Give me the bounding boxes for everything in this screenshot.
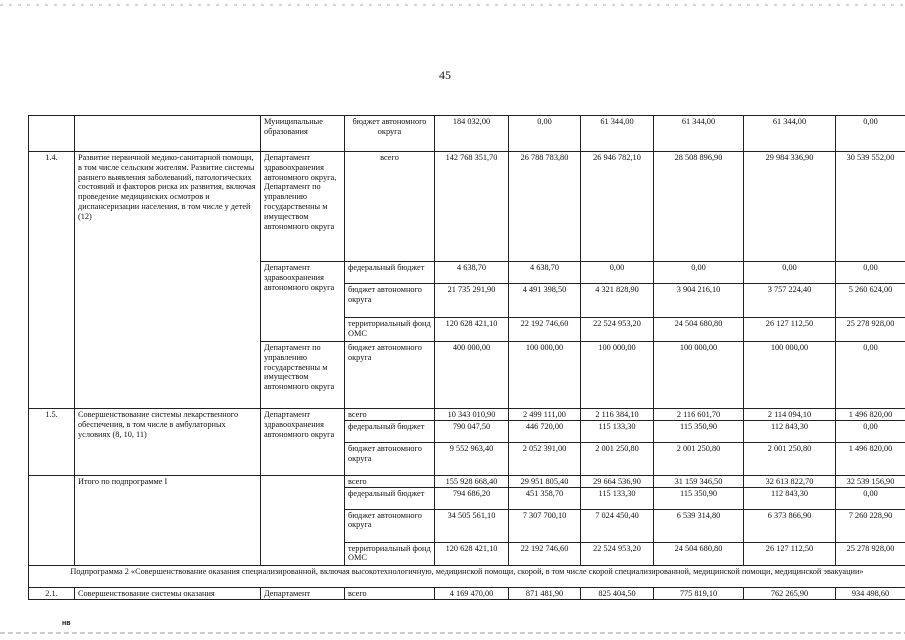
- cell-value: 2 499 111,00: [509, 409, 581, 421]
- cell-executor: Департамент здравоохранения автономного округа, Департамент по управлению государственны м имуществом автономного округа: [261, 152, 345, 262]
- cell-executor: [261, 475, 345, 565]
- cell-value: 30 539 552,00: [836, 152, 905, 262]
- cell-value: 29 984 336,90: [744, 152, 836, 262]
- cell-name: Совершенствование системы лекарственного обеспечения, в том числе в амбулаторных условиях (8, 10, 11): [75, 409, 261, 476]
- cell-value: 0,00: [836, 342, 905, 409]
- table-row: [29, 587, 905, 599]
- cell-value: 29 951 805,40: [509, 475, 581, 487]
- cell-executor: Департамент: [261, 587, 345, 599]
- cell-no: 2.1.: [29, 587, 75, 599]
- cell-value: 0,00: [581, 262, 654, 284]
- subprogram-heading: Подпрограмма 2 «Совершенствование оказания специализированной, включая высокотехнологичную, медицинской помощи, скорой, в том числе скорой специализированной, медицинской помощи, медицинской эвакуации»: [29, 565, 905, 587]
- table-row: [29, 409, 905, 421]
- cell-source: всего: [345, 475, 435, 487]
- cell-value: 775 819,10: [654, 587, 744, 599]
- cell-value: 2 116 384,10: [581, 409, 654, 421]
- cell-value: 446 720,00: [509, 420, 581, 442]
- cell-value: 21 735 291,90: [435, 284, 509, 318]
- cell-value: 115 350,90: [654, 420, 744, 442]
- cell-source: территориальный фонд ОМС: [345, 542, 435, 565]
- cell-value: 871 481,90: [509, 587, 581, 599]
- cell-value: 0,00: [654, 262, 744, 284]
- cell-value: 29 664 536,90: [581, 475, 654, 487]
- cell-value: 32 539 156,90: [836, 475, 905, 487]
- cell-executor: Департамент здравоохранения автономного округа: [261, 262, 345, 342]
- cell-source: всего: [345, 587, 435, 599]
- cell-executor: Департамент по управлению государственны м имуществом автономного округа: [261, 342, 345, 409]
- cell-value: 26 788 783,80: [509, 152, 581, 262]
- cell-value: 112 843,30: [744, 487, 836, 509]
- cell-executor: Муниципальные образования: [261, 116, 345, 152]
- cell-value: 7 024 450,40: [581, 509, 654, 542]
- cell-value: 4 491 398,50: [509, 284, 581, 318]
- cell-value: 100 000,00: [654, 342, 744, 409]
- cell-value: 112 843,30: [744, 420, 836, 442]
- cell-no: [29, 475, 75, 565]
- cell-source: всего: [345, 409, 435, 421]
- scan-noise-top: [0, 4, 905, 6]
- cell-value: 100 000,00: [744, 342, 836, 409]
- cell-value: 25 278 928,00: [836, 542, 905, 565]
- cell-value: 100 000,00: [509, 342, 581, 409]
- cell-value: 24 504 680,80: [654, 542, 744, 565]
- cell-value: 0,00: [509, 116, 581, 152]
- cell-value: 184 032,00: [435, 116, 509, 152]
- cell-source: федеральный бюджет: [345, 420, 435, 442]
- cell-value: 120 628 421,10: [435, 542, 509, 565]
- cell-value: 34 505 561,10: [435, 509, 509, 542]
- cell-source: бюджет автономного округа: [345, 284, 435, 318]
- table-row: [29, 116, 905, 152]
- cell-value: 22 192 746,60: [509, 542, 581, 565]
- cell-value: 115 350,90: [654, 487, 744, 509]
- cell-value: 4 169 470,00: [435, 587, 509, 599]
- table-row: [29, 565, 905, 587]
- cell-value: 2 001 250,80: [744, 442, 836, 475]
- cell-source: федеральный бюджет: [345, 262, 435, 284]
- cell-value: 115 133,30: [581, 420, 654, 442]
- cell-value: 6 373 866,90: [744, 509, 836, 542]
- cell-value: 10 343 010,90: [435, 409, 509, 421]
- cell-value: 934 498,60: [836, 587, 905, 599]
- cell-value: 22 192 746,60: [509, 318, 581, 342]
- cell-no: 1.4.: [29, 152, 75, 409]
- cell-value: 3 757 224,40: [744, 284, 836, 318]
- cell-value: 26 946 782,10: [581, 152, 654, 262]
- cell-value: 0,00: [836, 262, 905, 284]
- cell-name: Развитие первичной медико-санитарной помощи, в том числе сельским жителям. Развитие системы раннего выявления заболеваний, патологических состояний и факторов риска их развития, включая проведение медицинских осмотров и диспансеризации населения, в том числе у детей (12): [75, 152, 261, 409]
- cell-name: Итого по подпрограмме I: [75, 475, 261, 565]
- cell-value: 1 496 820,00: [836, 442, 905, 475]
- budget-table: [28, 115, 905, 600]
- cell-source: бюджет автономного округа: [345, 116, 435, 152]
- cell-source: всего: [345, 152, 435, 262]
- cell-value: 28 508 896,90: [654, 152, 744, 262]
- cell-name: [75, 116, 261, 152]
- cell-value: 3 904 216,10: [654, 284, 744, 318]
- cell-value: 400 000,00: [435, 342, 509, 409]
- cell-value: 31 159 346,50: [654, 475, 744, 487]
- cell-value: 26 127 112,50: [744, 542, 836, 565]
- cell-value: 22 524 953,20: [581, 318, 654, 342]
- cell-value: 790 047,50: [435, 420, 509, 442]
- cell-value: 24 504 680,80: [654, 318, 744, 342]
- cell-value: 61 344,00: [744, 116, 836, 152]
- cell-source: бюджет автономного округа: [345, 442, 435, 475]
- cell-value: 2 001 250,80: [581, 442, 654, 475]
- cell-source: бюджет автономного округа: [345, 509, 435, 542]
- footer-mark: нв: [62, 620, 71, 627]
- cell-value: 5 260 624,00: [836, 284, 905, 318]
- cell-value: 4 638,70: [509, 262, 581, 284]
- cell-value: 25 278 928,00: [836, 318, 905, 342]
- cell-value: 7 260 228,90: [836, 509, 905, 542]
- cell-value: 0,00: [744, 262, 836, 284]
- cell-value: 100 000,00: [581, 342, 654, 409]
- cell-value: 32 613 822,70: [744, 475, 836, 487]
- cell-value: 451 358,70: [509, 487, 581, 509]
- cell-value: 794 686,20: [435, 487, 509, 509]
- cell-value: 2 001 250,80: [654, 442, 744, 475]
- page-number: 45: [439, 68, 451, 82]
- cell-value: 0,00: [836, 420, 905, 442]
- cell-value: 61 344,00: [581, 116, 654, 152]
- cell-value: 115 133,30: [581, 487, 654, 509]
- scan-noise-bottom: [0, 632, 905, 634]
- cell-value: 7 307 700,10: [509, 509, 581, 542]
- cell-value: 26 127 112,50: [744, 318, 836, 342]
- cell-no: 1.5.: [29, 409, 75, 476]
- cell-value: 120 628 421,10: [435, 318, 509, 342]
- cell-value: 0,00: [836, 116, 905, 152]
- cell-value: 2 052 391,00: [509, 442, 581, 475]
- cell-value: 142 768 351,70: [435, 152, 509, 262]
- cell-value: 1 496 820,00: [836, 409, 905, 421]
- cell-value: 0,00: [836, 487, 905, 509]
- cell-source: федеральный бюджет: [345, 487, 435, 509]
- cell-value: 155 928 668,40: [435, 475, 509, 487]
- cell-name: Совершенствование системы оказания: [75, 587, 261, 599]
- cell-value: 2 116 601,70: [654, 409, 744, 421]
- cell-value: 762 265,90: [744, 587, 836, 599]
- cell-no: [29, 116, 75, 152]
- cell-value: 6 539 314,80: [654, 509, 744, 542]
- table-row: [29, 475, 905, 487]
- cell-value: 4 321 828,90: [581, 284, 654, 318]
- cell-value: 4 638,70: [435, 262, 509, 284]
- cell-executor: Департамент здравоохранения автономного округа: [261, 409, 345, 476]
- cell-value: 22 524 953,20: [581, 542, 654, 565]
- table-row: [29, 152, 905, 262]
- cell-value: 9 552 963,40: [435, 442, 509, 475]
- cell-source: территориальный фонд ОМС: [345, 318, 435, 342]
- cell-source: бюджет автономного округа: [345, 342, 435, 409]
- cell-value: 2 114 094,10: [744, 409, 836, 421]
- cell-value: 825 404,50: [581, 587, 654, 599]
- cell-value: 61 344,00: [654, 116, 744, 152]
